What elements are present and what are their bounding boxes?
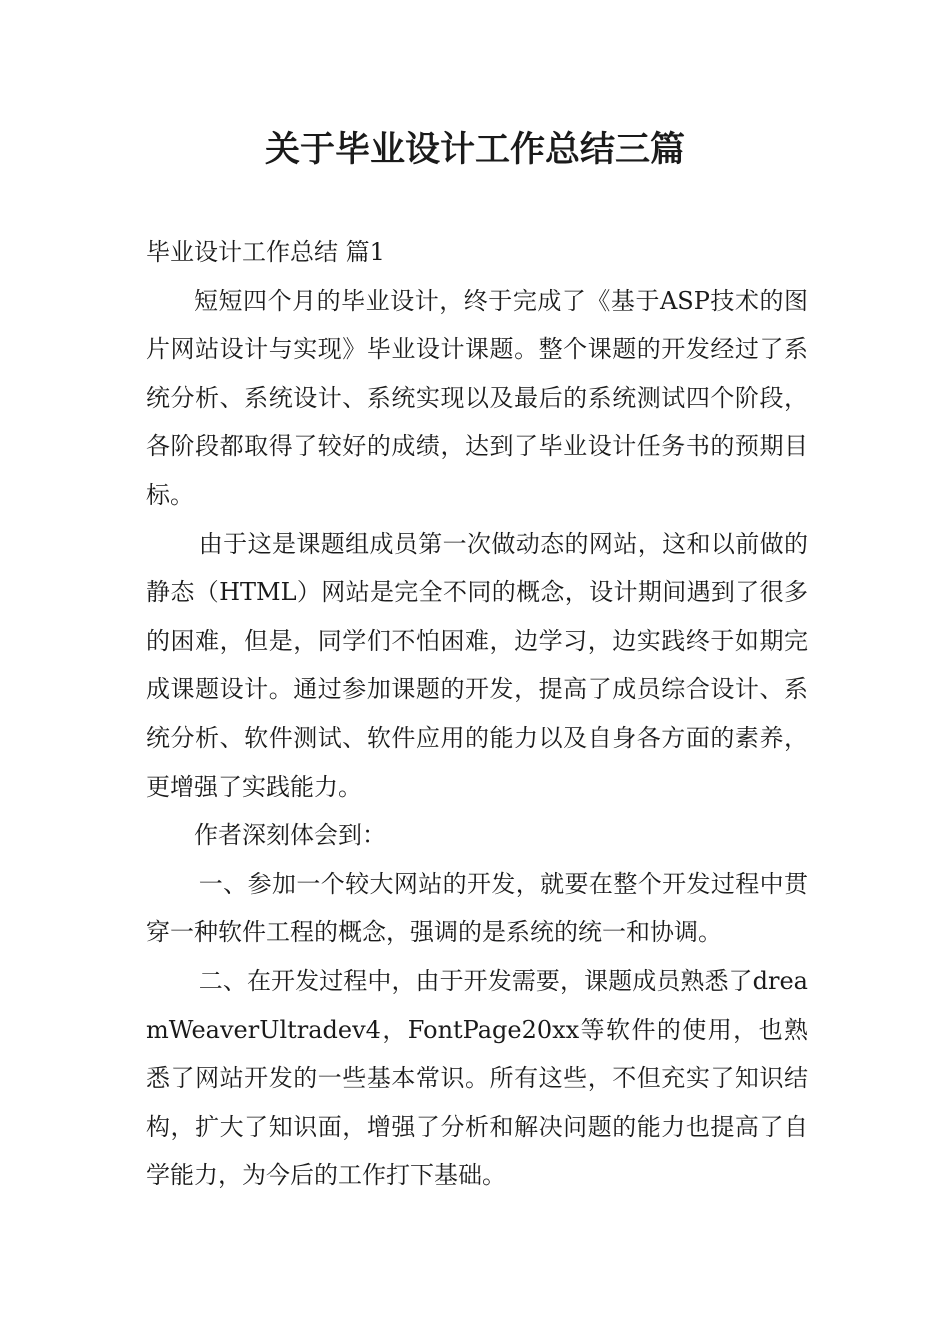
document-title: 关于毕业设计工作总结三篇 xyxy=(264,129,685,170)
section-heading: 毕业设计工作总结 篇1 xyxy=(146,238,385,266)
document-body xyxy=(146,228,808,1200)
paragraph-lessons-lead: 作者深刻体会到： xyxy=(194,821,386,850)
paragraph-intro: 短短四个月的毕业设计，终于完成了《基于ASP技术的图片网站设计与实现》毕业设计课题。整个课题的开发经过了系统分析、系统设计、系统实现以及最后的系统测试四个阶段，各阶段都取得了较好的成绩，达到了毕业设计任务书的预期目标。 xyxy=(146,286,808,509)
paragraph-challenges: 由于这是课题组成员第一次做动态的网站，这和以前做的静态（HTML）网站是完全不同的概念，设计期间遇到了很多的困难，但是，同学们不怕困难，边学习，边实践终于如期完成课题设计。通过参加课题的开发，提高了成员综合设计、系统分析、软件测试、软件应用的能力以及自身各方面的素养，更增强了实践能力。 xyxy=(146,529,808,801)
paragraph-lesson-one: 一、参加一个较大网站的开发，就要在整个开发过程中贯穿一种软件工程的概念，强调的是系统的统一和协调。 xyxy=(146,869,808,947)
paragraph-lesson-two: 二、在开发过程中，由于开发需要，课题成员熟悉了dreamWeaverUltradev4，FontPage20xx等软件的使用，也熟悉了网站开发的一些基本常识。所有这些，不但充实了知识结构，扩大了知识面，增强了分析和解决问题的能力也提高了自学能力，为今后的工作打下基础。 xyxy=(146,966,808,1190)
